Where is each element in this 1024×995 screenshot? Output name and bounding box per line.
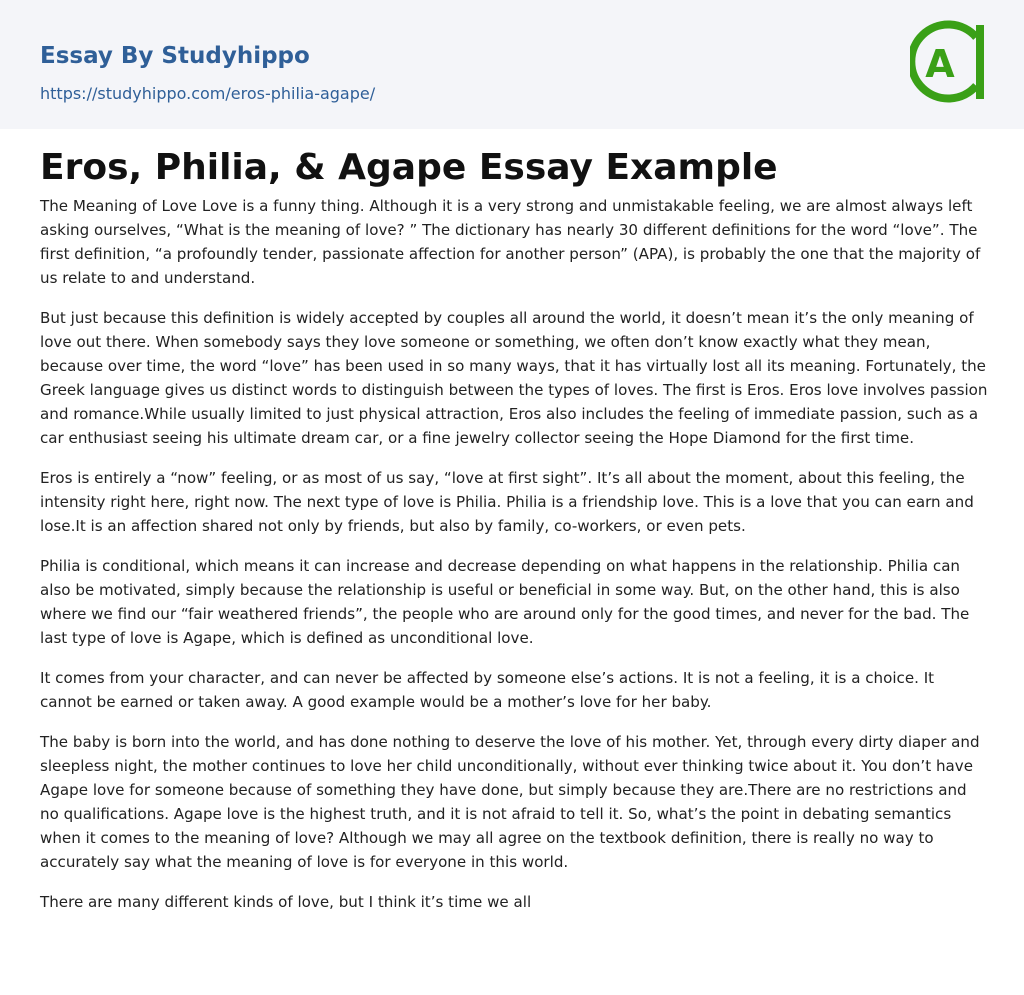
essay-body xyxy=(40,194,990,930)
essay-paragraph: The Meaning of Love Love is a funny thing. Although it is a very strong and unmistakable feeling, we are almost always left asking ourselves, “What is the meaning of love? ” The dictionary has nearly 30 different definitions for the word “love”. The first definition, “a profoundly tender, passionate affection for another person” (APA), is probably the one that the majority of us relate to and understand. xyxy=(40,197,981,287)
site-header xyxy=(0,0,1024,129)
essay-paragraph: There are many different kinds of love, but I think it’s time we all xyxy=(40,893,532,911)
essay-paragraph: It comes from your character, and can never be affected by someone else’s actions. It is not a feeling, it is a choice. It cannot be earned or taken away. A good example would be a mother’s love for her baby. xyxy=(40,669,935,711)
brand-title[interactable]: Essay By Studyhippo xyxy=(40,43,310,69)
studyhippo-logo-icon[interactable] xyxy=(910,19,988,107)
essay-paragraph: Eros is entirely a “now” feeling, or as most of us say, “love at first sight”. It’s all about the moment, about this feeling, the intensity right here, right now. The next type of love is Philia. Philia is a friendship love. This is a love that you can earn and lose.It is an affection shared not only by friends, but also by family, co-workers, or even pets. xyxy=(40,469,974,535)
essay-url-link[interactable]: https://studyhippo.com/eros-philia-agape/ xyxy=(40,84,376,103)
logo-letter: A xyxy=(925,42,955,86)
page-title: Eros, Philia, & Agape Essay Example xyxy=(40,147,778,188)
essay-paragraph: Philia is conditional, which means it can increase and decrease depending on what happens in the relationship. Philia can also be motivated, simply because the relationship is useful or beneficial in some way. But, on the other hand, this is also where we find our “fair weathered friends”, the people who are around only for the good times, and never for the bad. The last type of love is Agape, which is defined as unconditional love. xyxy=(40,557,970,647)
essay-paragraph: But just because this definition is widely accepted by couples all around the world, it doesn’t mean it’s the only meaning of love out there. When somebody says they love someone or something, we often don’t know exactly what they mean, because over time, the word “love” has been used in so many ways, that it has virtually lost all its meaning. Fortunately, the Greek language gives us distinct words to distinguish between the types of loves. The first is Eros. Eros love involves passion and romance.While usually limited to just physical attraction, Eros also includes the feeling of immediate passion, such as a car enthusiast seeing his ultimate dream car, or a fine jewelry collector seeing the Hope Diamond for the first time. xyxy=(40,309,988,447)
essay-paragraph: The baby is born into the world, and has done nothing to deserve the love of his mother. Yet, through every dirty diaper and sleepless night, the mother continues to love her child unconditionally, without ever thinking twice about it. You don’t have Agape love for someone because of something they have done, but simply because they are.There are no restrictions and no qualifications. Agape love is the highest truth, and it is not afraid to tell it. So, what’s the point in debating semantics when it comes to the meaning of love? Although we may all agree on the textbook definition, there is really no way to accurately say what the meaning of love is for everyone in this world. xyxy=(40,733,980,871)
